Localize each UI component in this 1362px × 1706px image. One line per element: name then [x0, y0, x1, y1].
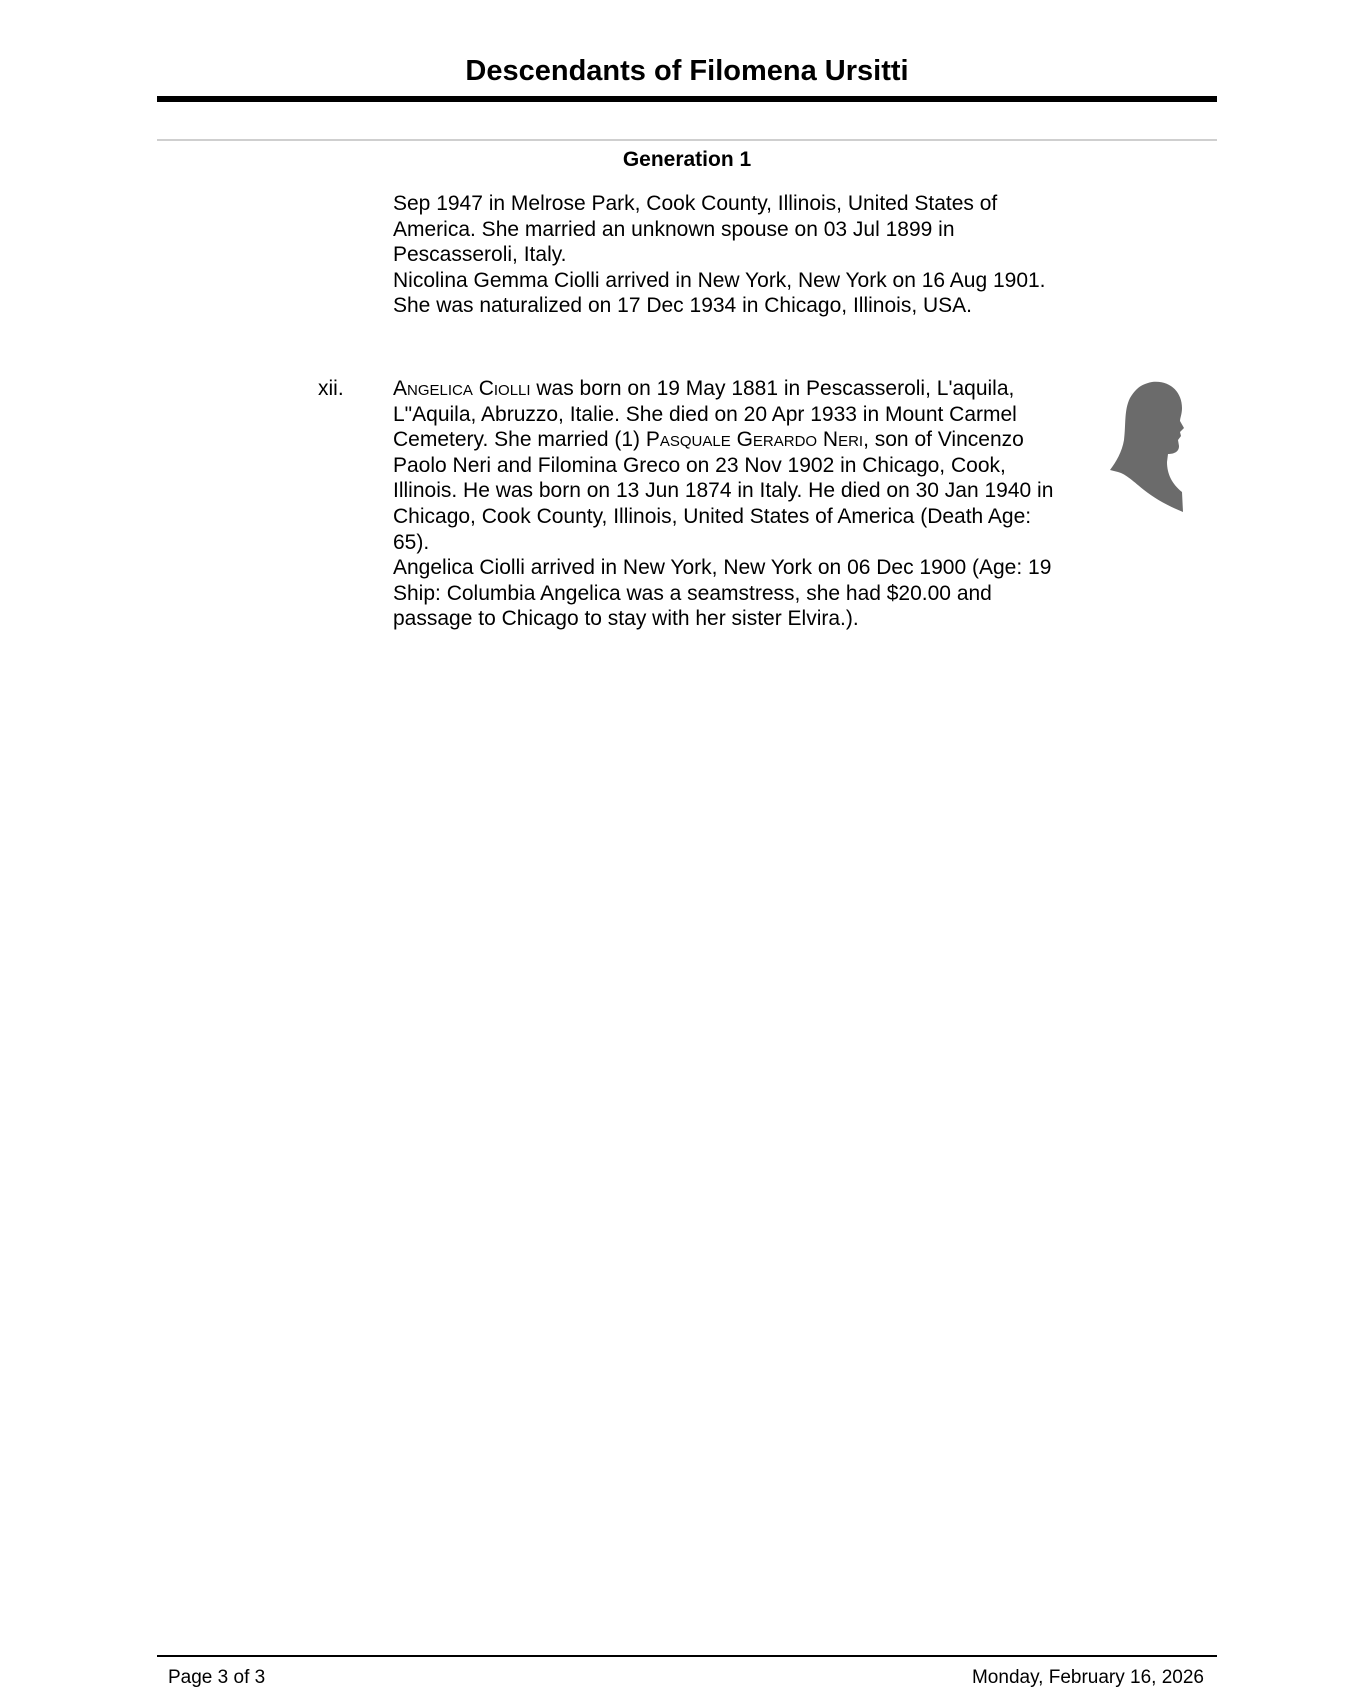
document-title: Descendants of Filomena Ursitti — [465, 55, 909, 87]
report-date: Monday, February 16, 2026 — [971, 1667, 1204, 1688]
person-entry-continued — [393, 191, 1073, 319]
spouse-details: , son of Vincenzo Paolo Neri and Filomina Greco on 23 Nov 1902 in Chicago, Cook, Illinois. He was born on 13 Jun 1874 in Italy. He died on 30 Jan 1940 in Chicago, Cook County, Illinois, United States of America (Death Age: 65). — [393, 428, 1054, 554]
person-entry — [393, 376, 1073, 632]
entry-paragraph: Nicolina Gemma Ciolli arrived in New York, New York on 16 Aug 1901. She was naturalized on 17 Dec 1934 in Chicago, Illinois, USA. — [393, 268, 1046, 318]
spouse-name: Pasquale Gerardo Neri — [645, 428, 864, 452]
page-number: Page 3 of 3 — [168, 1667, 266, 1688]
person-details: was born on 19 May 1881 in Pescasseroli, L'aquila, L"Aquila, Abruzzo, Italie. She died on 20 Apr 1933 in Mount Carmel Cemetery. She married (1) — [393, 377, 1017, 452]
entry-paragraph — [393, 376, 1073, 555]
footer-rule — [157, 1655, 1217, 1657]
title-rule — [157, 96, 1217, 102]
generation-rule — [157, 139, 1217, 141]
person-name: Angelica Ciolli — [393, 377, 531, 400]
entry-paragraph: Sep 1947 in Melrose Park, Cook County, Illinois, United States of America. She married an unknown spouse on 03 Jul 1899 in Pescasseroli, Italy. — [393, 192, 998, 267]
generation-heading: Generation 1 — [622, 148, 752, 171]
entry-note: Angelica Ciolli arrived in New York, New York on 06 Dec 1900 (Age: 19 Ship: Columbia Angelica was a seamstress, she had $20.00 and passage to Chicago to stay with her sister Elvira.). — [393, 556, 1052, 631]
female-silhouette-icon — [1110, 380, 1184, 512]
child-numeral: xii. — [318, 377, 344, 400]
